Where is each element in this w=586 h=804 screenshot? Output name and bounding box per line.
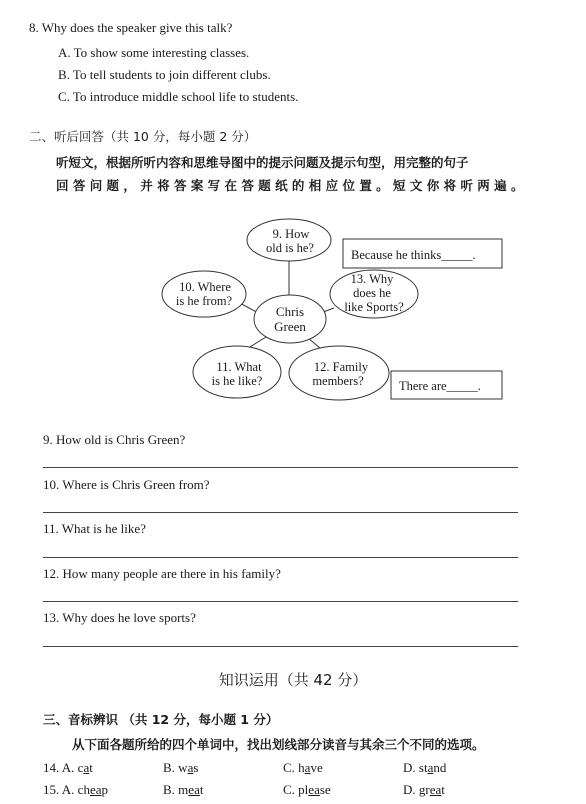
- q8-option-a: A. To show some interesting classes.: [58, 45, 250, 60]
- q8-stem: 8. Why does the speaker give this talk?: [29, 20, 233, 35]
- node-11-line1: 11. What: [216, 360, 262, 374]
- node-9-line2: old is he?: [266, 241, 314, 255]
- question-11: 11. What is he like?: [43, 521, 146, 536]
- section3-instruction: 从下面各题所给的四个单词中，找出划线部分读音与其余三个不同的选项。: [72, 737, 485, 752]
- question-9: 9. How old is Chris Green?: [43, 432, 186, 447]
- q14-a-underlined: a: [83, 760, 90, 775]
- q14-d-underlined: a: [427, 760, 434, 775]
- section2-title: 二、听后回答（共 10 分，每小题 2 分）: [29, 129, 257, 144]
- answer-line-13[interactable]: [43, 646, 518, 647]
- node-center-line1: Chris: [275, 304, 305, 319]
- node-12-line2: members?: [312, 374, 364, 388]
- answer-line-11[interactable]: [43, 557, 518, 558]
- q15-option-c: C. please: [283, 782, 331, 797]
- question-10: 10. Where is Chris Green from?: [43, 477, 210, 492]
- prompt-box-because-text: Because he thinks_____.: [351, 248, 476, 262]
- node-10-line2: is he from?: [175, 294, 233, 308]
- q14-option-b: B. was: [163, 760, 199, 775]
- q15-b-underlined: ea: [188, 782, 200, 797]
- node-9-line1: 9. How: [272, 227, 310, 241]
- answer-line-9[interactable]: [43, 467, 518, 468]
- part-title: 知识运用（共 42 分）: [218, 671, 368, 689]
- q14-option-d: D. stand: [403, 760, 447, 775]
- section2-instruction-line2: 回 答 问 题 ， 并 将 答 案 写 在 答 题 纸 的 相 应 位 置 。 短 文 你 将 听 两 遍 。: [56, 178, 524, 193]
- q15-option-d: D. great: [403, 782, 445, 797]
- question-12: 12. How many people are there in his family?: [43, 566, 281, 581]
- node-13-line2: does he: [353, 286, 391, 300]
- node-12-line1: 12. Family: [313, 360, 369, 374]
- prompt-box-there-are-text: There are_____.: [399, 379, 481, 393]
- answer-line-10[interactable]: [43, 512, 518, 513]
- mind-map: [0, 205, 586, 425]
- q15-c-underlined: ea: [308, 782, 320, 797]
- q15-option-a: 15. A. cheap: [43, 782, 108, 797]
- q15-a-underlined: ea: [89, 782, 102, 797]
- q8-option-b: B. To tell students to join different clubs.: [58, 67, 271, 82]
- node-11-line2: is he like?: [211, 374, 263, 388]
- q15-d-underlined: ea: [429, 782, 442, 797]
- question-13: 13. Why does he love sports?: [43, 610, 196, 625]
- node-13-line3: like Sports?: [344, 300, 404, 314]
- node-13-line1: 13. Why: [350, 272, 394, 286]
- q14-option-c: C. have: [283, 760, 323, 775]
- answer-line-12[interactable]: [43, 601, 518, 602]
- node-10-line1: 10. Where: [179, 280, 231, 294]
- section2-instruction-line1: 听短文，根据所听内容和思维导图中的提示问题及提示句型，用完整的句子: [56, 155, 469, 170]
- node-center-line2: Green: [274, 319, 306, 334]
- q14-option-a: 14. A. cat: [43, 760, 93, 775]
- q15-option-b: B. meat: [163, 782, 204, 797]
- q14-c-underlined: a: [304, 760, 311, 775]
- q14-b-underlined: a: [187, 760, 194, 775]
- q8-option-c: C. To introduce middle school life to students.: [58, 89, 299, 104]
- section3-title: 三、音标辨识 （共 12 分，每小题 1 分）: [43, 712, 279, 727]
